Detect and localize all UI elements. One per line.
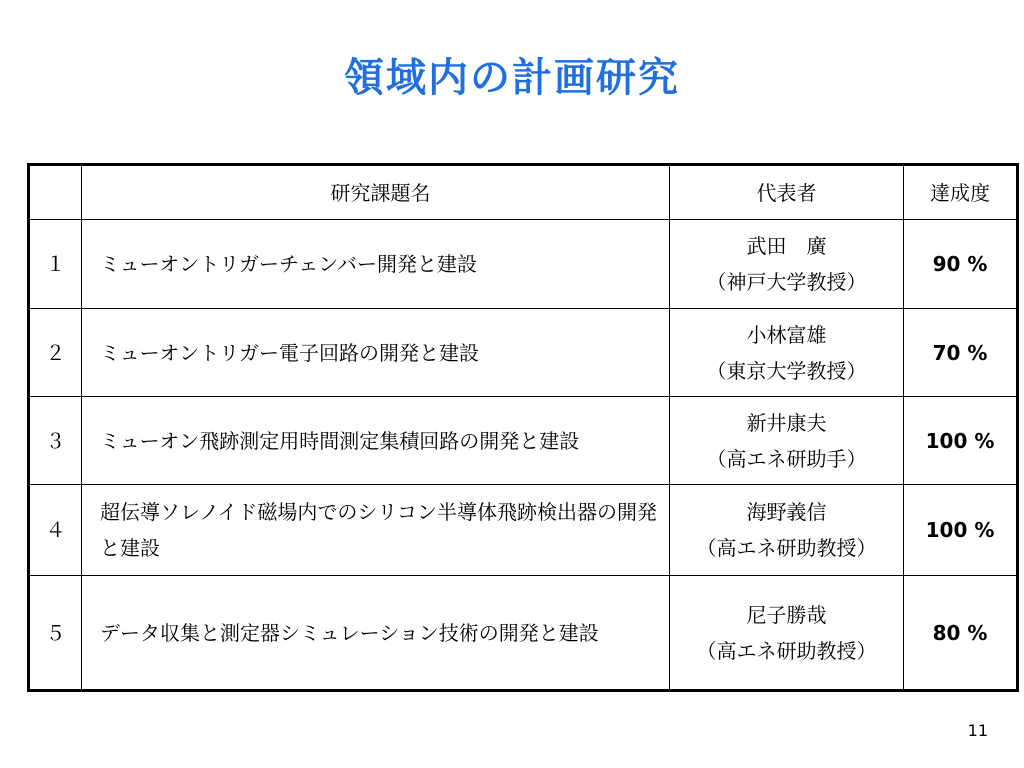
- table-row: [29, 220, 1018, 309]
- rep-name: 新井康夫: [746, 410, 827, 435]
- header-achievement: 達成度: [904, 165, 1018, 220]
- header-number: [29, 165, 82, 220]
- row-topic: データ収集と測定器シミュレーション技術の開発と建設: [82, 576, 670, 691]
- row-representative: [670, 485, 904, 576]
- rep-name: 小林富雄: [746, 322, 827, 347]
- row-topic: ミューオン飛跡測定用時間測定集積回路の開発と建設: [82, 397, 670, 485]
- header-topic: 研究課題名: [82, 165, 670, 220]
- table-row: [29, 397, 1018, 485]
- page-number: 11: [967, 721, 988, 740]
- row-number: ２: [29, 309, 82, 397]
- row-achievement: 90 %: [904, 220, 1018, 309]
- table-header-row: [29, 165, 1018, 220]
- row-topic: ミューオントリガー電子回路の開発と建設: [82, 309, 670, 397]
- row-topic: ミューオントリガーチェンバー開発と建設: [82, 220, 670, 309]
- row-number: ５: [29, 576, 82, 691]
- rep-affiliation: （高エネ研助教授）: [696, 536, 877, 560]
- rep-affiliation: （高エネ研助教授）: [696, 638, 877, 663]
- rep-name: 海野義信: [746, 500, 827, 524]
- rep-name: 尼子勝哉: [746, 602, 827, 627]
- row-representative: [670, 576, 904, 691]
- row-representative: [670, 220, 904, 309]
- table-row: [29, 309, 1018, 397]
- row-achievement: 100 %: [904, 485, 1018, 576]
- row-topic: 超伝導ソレノイド磁場内でのシリコン半導体飛跡検出器の開発と建設: [82, 485, 670, 576]
- row-representative: [670, 309, 904, 397]
- rep-affiliation: （神戸大学教授）: [706, 270, 867, 294]
- header-representative: 代表者: [670, 165, 904, 220]
- row-achievement: 80 %: [904, 576, 1018, 691]
- row-number: １: [29, 220, 82, 309]
- page-title: 領域内の計画研究: [344, 55, 680, 101]
- row-number: ４: [29, 485, 82, 576]
- rep-affiliation: （東京大学教授）: [706, 358, 867, 383]
- row-representative: [670, 397, 904, 485]
- research-plan-table: [27, 163, 1019, 692]
- rep-name: 武田 廣: [746, 234, 827, 258]
- row-achievement: 70 %: [904, 309, 1018, 397]
- row-achievement: 100 %: [904, 397, 1018, 485]
- table-row: [29, 576, 1018, 691]
- table-row: [29, 485, 1018, 576]
- rep-affiliation: （高エネ研助手）: [706, 446, 867, 471]
- row-number: ３: [29, 397, 82, 485]
